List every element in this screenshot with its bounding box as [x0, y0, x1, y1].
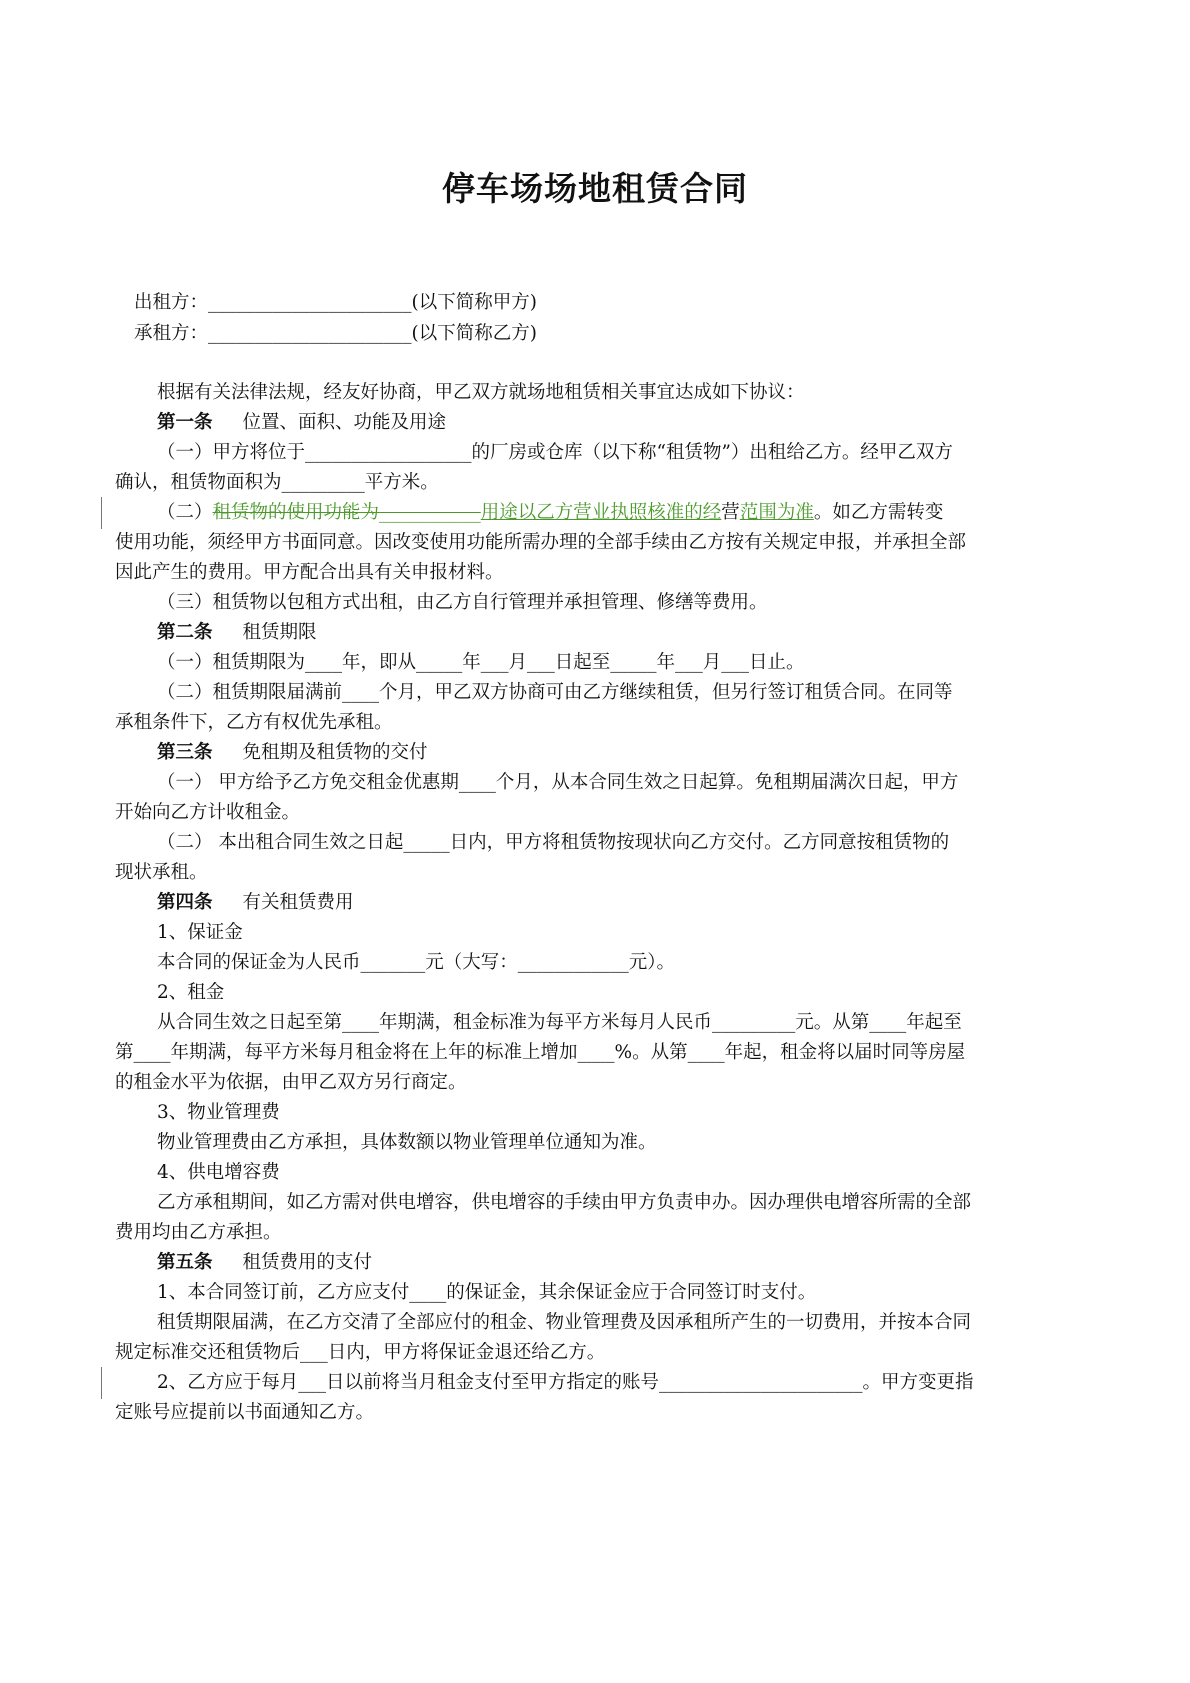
article-5-title: 租赁费用的支付 — [242, 1252, 373, 1273]
article-3-title: 免租期及租赁物的交付 — [242, 742, 428, 763]
article-4-title: 有关租赁费用 — [242, 892, 354, 913]
article-4-section-2-title: 2、租金 — [157, 982, 225, 1003]
article-4-section-2-line-3: 的租金水平为依据，由甲乙双方另行商定。 — [115, 1072, 467, 1093]
deleted-text: 租赁物的使用功能为___________ — [212, 502, 481, 523]
inserted-text: 用途以乙方营业执照核准的经 — [480, 502, 722, 523]
article-4-section-3-title: 3、物业管理费 — [157, 1102, 280, 1123]
article-3-heading — [157, 738, 428, 768]
article-1-number: 第一条 — [157, 412, 213, 433]
article-3-clause-1-line-1: （一） 甲方给予乙方免交租金优惠期____个月，从本合同生效之日起算。免租期届满次日起，甲方 — [157, 772, 959, 793]
clause-2-suffix: 。如乙方需转变 — [813, 502, 944, 523]
article-4-section-4-title: 4、供电增容费 — [157, 1162, 280, 1183]
article-3-clause-2-line-1: （二） 本出租合同生效之日起_____日内，甲方将租赁物按现状向乙方交付。乙方同意按租赁物的 — [157, 832, 950, 853]
article-3-clause-1-line-2: 开始向乙方计收租金。 — [115, 802, 301, 823]
revision-bar-2 — [101, 1367, 102, 1399]
article-1-clause-2-line-2: 使用功能，须经甲方书面同意。因改变使用功能所需办理的全部手续由乙方按有关规定申报，并承担全部 — [115, 532, 967, 553]
article-4-section-4-line-1: 乙方承租期间，如乙方需对供电增容，供电增容的手续由甲方负责申办。因办理供电增容所需的全部 — [157, 1192, 972, 1213]
lessor-line: 出租方：______________________(以下简称甲方) — [134, 292, 537, 313]
article-1-heading — [157, 408, 446, 438]
article-3-clause-2-line-2: 现状承租。 — [115, 862, 208, 883]
article-4-heading — [157, 888, 354, 918]
clause-2-prefix: （二） — [157, 502, 213, 523]
article-5-heading — [157, 1248, 372, 1278]
article-1-clause-2-line-1 — [157, 498, 943, 528]
article-2-heading — [157, 618, 317, 648]
article-1-clause-2-line-3: 因此产生的费用。甲方配合出具有关申报材料。 — [115, 562, 504, 583]
article-5-paragraph-line-1: 租赁期限届满，在乙方交清了全部应付的租金、物业管理费及因承租所产生的一切费用，并按本合同 — [157, 1312, 972, 1333]
article-4-section-4-line-2: 费用均由乙方承担。 — [115, 1222, 282, 1243]
document-title: 停车场场地租赁合同 — [442, 169, 748, 208]
inserted-text-2: 范围为准 — [739, 502, 814, 523]
article-4-section-2-line-2: 第____年期满，每平方米每月租金将在上年的标准上增加____%。从第____年起，租金将以届时同等房屋 — [115, 1042, 966, 1063]
article-2-clause-2-line-1: （二）租赁期限届满前____个月，甲乙双方协商可由乙方继续租赁，但另行签订租赁合同。在同等 — [157, 682, 953, 703]
article-1-clause-1-line-1: （一）甲方将位于__________________的厂房或仓库（以下称“租赁物”）出租给乙方。经甲乙双方 — [157, 442, 953, 463]
revision-bar — [101, 497, 102, 529]
article-4-section-1-title: 1、保证金 — [157, 922, 243, 943]
article-5-clause-2-line-1: 2、乙方应于每月___日以前将当月租金支付至甲方指定的账号______________________。甲方变更指 — [157, 1372, 974, 1393]
article-4-section-2-line-1: 从合同生效之日起至第____年期满，租金标准为每平方米每月人民币_________元。从第____年起至 — [157, 1012, 962, 1033]
lessee-line: 承租方：______________________(以下简称乙方) — [134, 323, 537, 344]
clause-2-mid: 营 — [721, 502, 740, 523]
article-1-clause-3: （三）租赁物以包租方式出租，由乙方自行管理并承担管理、修缮等费用。 — [157, 592, 768, 613]
article-1-title: 位置、面积、功能及用途 — [242, 412, 447, 433]
article-2-clause-2-line-2: 承租条件下，乙方有权优先承租。 — [115, 712, 393, 733]
article-3-number: 第三条 — [157, 742, 213, 763]
article-2-title: 租赁期限 — [242, 622, 317, 643]
article-2-number: 第二条 — [157, 622, 213, 643]
article-2-clause-1: （一）租赁期限为____年，即从_____年___月___日起至_____年___月___日止。 — [157, 652, 805, 673]
intro-paragraph: 根据有关法律法规，经友好协商，甲乙双方就场地租赁相关事宜达成如下协议： — [157, 382, 805, 403]
article-5-clause-2-line-2: 定账号应提前以书面通知乙方。 — [115, 1402, 375, 1423]
article-5-number: 第五条 — [157, 1252, 213, 1273]
article-5-clause-1: 1、本合同签订前，乙方应支付____的保证金，其余保证金应于合同签订时支付。 — [157, 1282, 817, 1303]
article-4-number: 第四条 — [157, 892, 213, 913]
article-1-clause-1-line-2: 确认，租赁物面积为_________平方米。 — [115, 472, 439, 493]
article-4-section-1-text: 本合同的保证金为人民币_______元（大写：____________元）。 — [157, 952, 676, 973]
article-4-section-3-text: 物业管理费由乙方承担，具体数额以物业管理单位通知为准。 — [157, 1132, 657, 1153]
article-5-paragraph-line-2: 规定标准交还租赁物后___日内，甲方将保证金退还给乙方。 — [115, 1342, 606, 1363]
